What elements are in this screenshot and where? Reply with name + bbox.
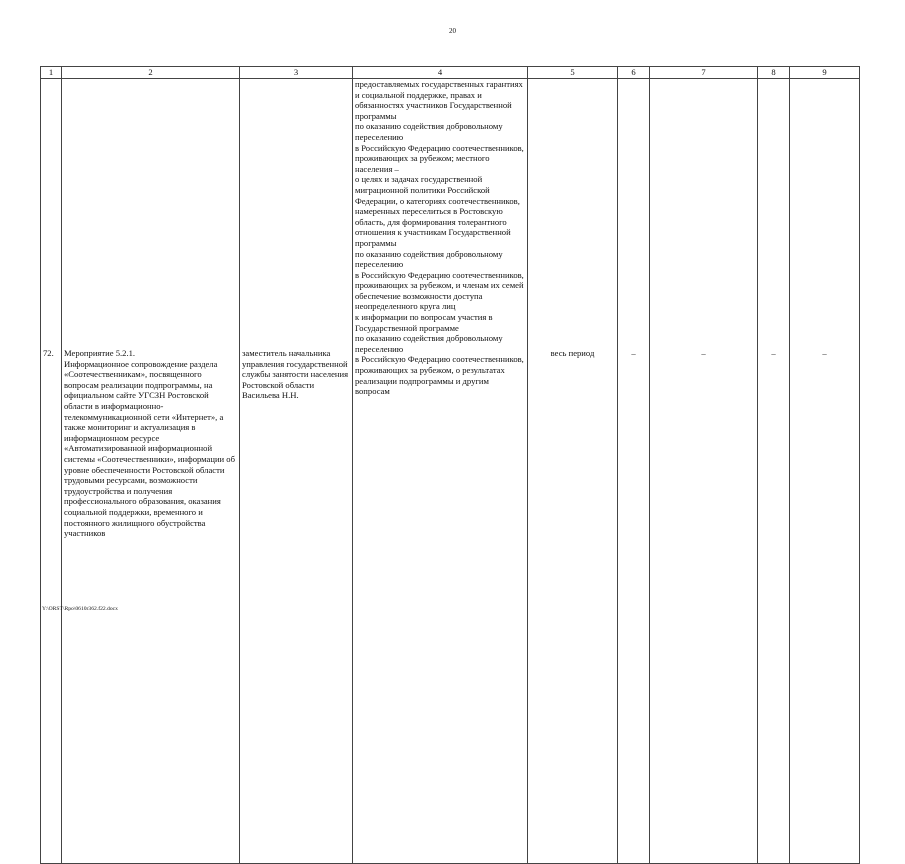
responsible-cell: заместитель начальника управления государственной службы занятости населения Ростовской области Васильева Н.Н. xyxy=(240,79,353,864)
period-cell: весь период xyxy=(528,79,618,864)
col-header-9: 9 xyxy=(790,67,860,79)
col-header-7: 7 xyxy=(650,67,758,79)
cell-col-6: – xyxy=(618,79,650,864)
col-header-3: 3 xyxy=(240,67,353,79)
col-header-6: 6 xyxy=(618,67,650,79)
cell-col-8: – xyxy=(758,79,790,864)
program-table xyxy=(40,66,860,864)
activity-cell: Мероприятие 5.2.1. Информационное сопровождение раздела «Соотечественникам», посвященного вопросам реализации подпрограммы, на официальном сайте УГСЗН Ростовской области в информационно- телекоммуникационной сети «Интернет», а также мониторинг и актуализация в информационном ресурсе «Автоматизированной информационной системы «Соотечественники», информации об уровне обеспеченности Ростовской области трудовыми ресурсами, возможности трудоустройства и получения профессионального образования, оказания социальной поддержки, временного и постоянного жилищного обустройства участников xyxy=(62,79,240,864)
col-header-8: 8 xyxy=(758,67,790,79)
table-row xyxy=(41,79,860,864)
cell-col-9: – xyxy=(790,79,860,864)
result-text-top: предоставляемых государственных гарантиях и социальной поддержке, правах и обязанностях участников Государственной программы по оказанию содействия добровольному переселению в Российскую Федерацию соотечественников, проживающих за рубежом; местного населения – о целях и задачах государственной миграционной политики Российской Федерации, о категориях соотечественников, намеренных переселиться в Ростовскую область, для формирования толерантного отношения к участникам Государственной программы по оказанию содействия добровольному переселению в Российскую Федерацию соотечественников, проживающих за рубежом, и членам их семей xyxy=(355,79,524,291)
col-header-4: 4 xyxy=(353,67,528,79)
header-row xyxy=(41,67,860,79)
col-header-1: 1 xyxy=(41,67,62,79)
result-cell xyxy=(353,79,528,864)
result-text-bottom: обеспечение возможности доступа неопределенного круга лиц к информации по вопросам участия в Государственной программе по оказанию содействия добровольному переселению в Российскую Федерацию соотечественников, проживающих за рубежом, о результатах реализации подпрограммы и другим вопросам xyxy=(355,290,524,397)
row-number: 72. xyxy=(41,79,62,864)
page-number: 20 xyxy=(449,27,456,35)
col-header-5: 5 xyxy=(528,67,618,79)
cell-col-7: – xyxy=(650,79,758,864)
file-path-footer: Y:\ORST\Rpo\0610r362.f22.docx xyxy=(42,606,118,612)
col-header-2: 2 xyxy=(62,67,240,79)
